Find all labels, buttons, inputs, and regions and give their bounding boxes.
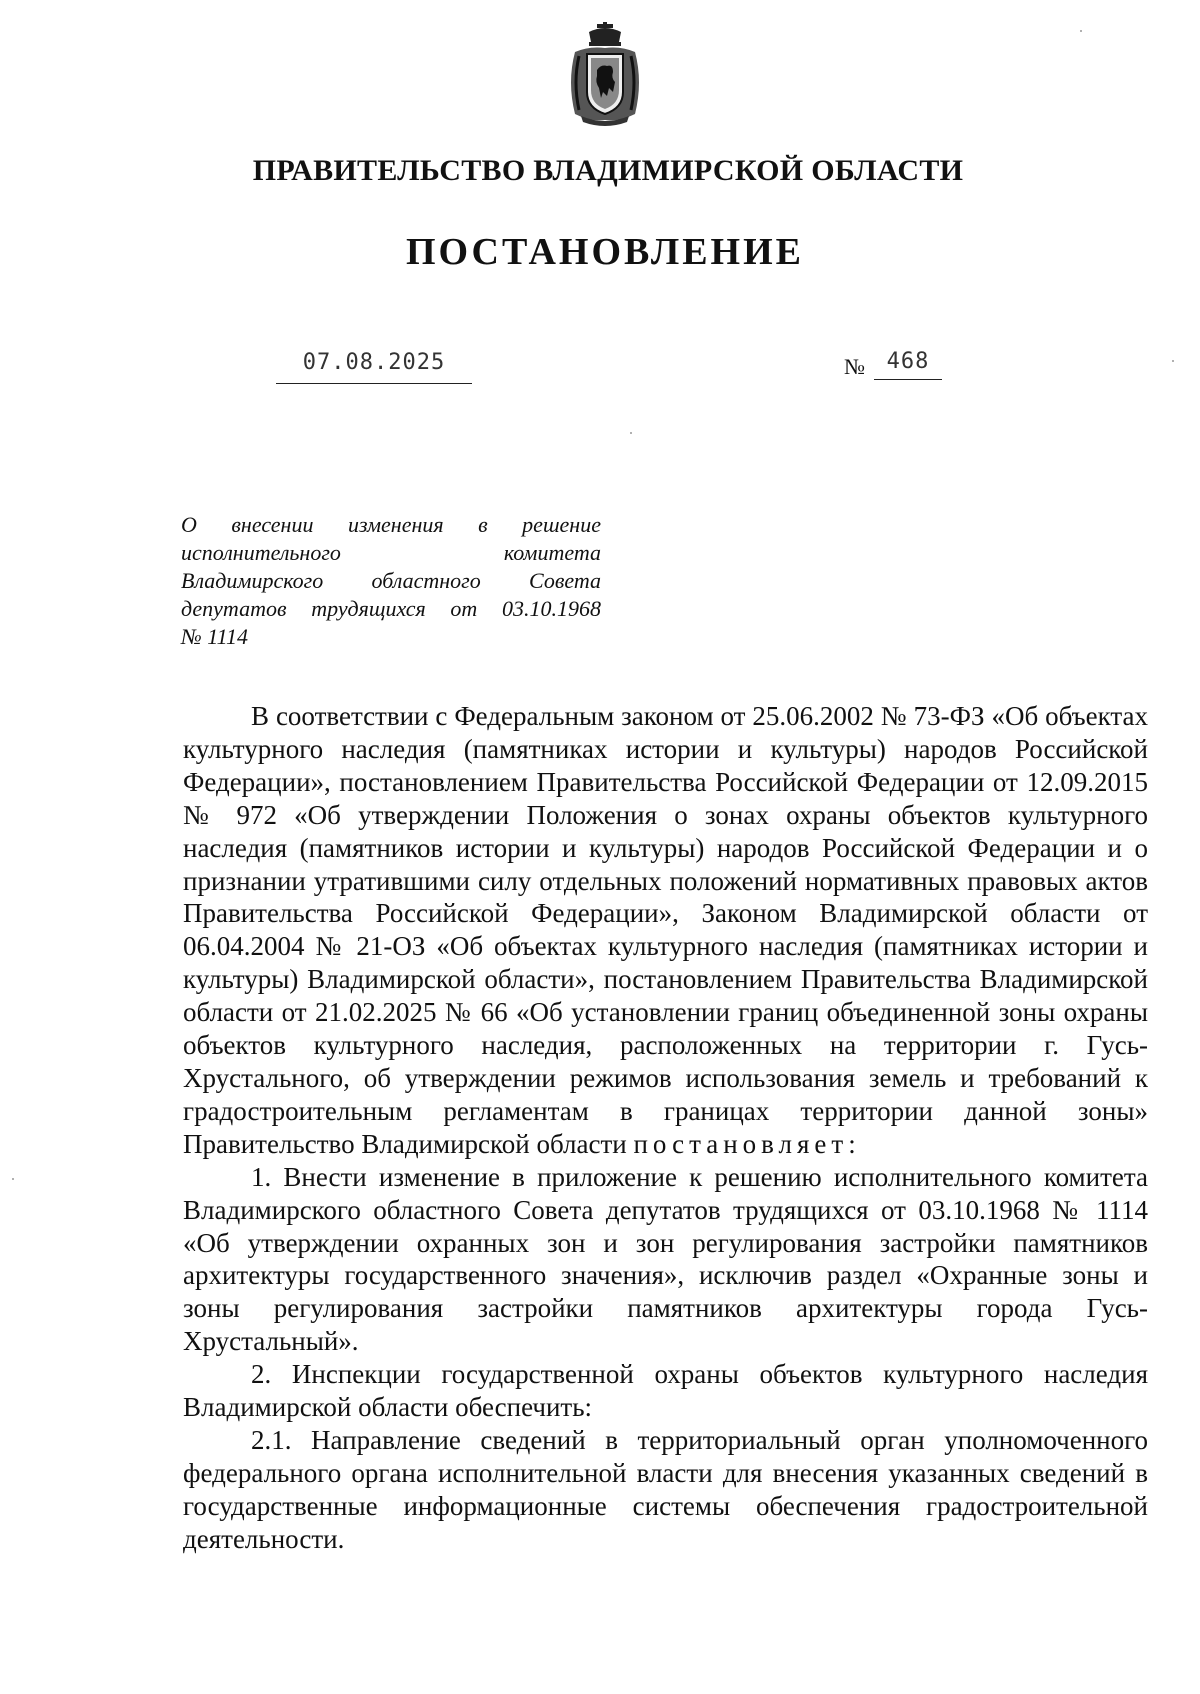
coat-of-arms-icon (561, 22, 649, 126)
clause-1: 1. Внести изменение в приложение к решению исполнительного комитета Владимирского областного Совета депутатов трудящихся от 03.10.1968 № 1114 «Об утверждении охранных зон и зон регулирования застройки памятников архитектуры государственного значения», исключив раздел «Охранные зоны и зоны регулирования застройки памятников архитектуры города Гусь-Хрустальный». (183, 1161, 1148, 1357)
document-date (276, 350, 472, 384)
document-type-title: ПОСТАНОВЛЕНИЕ (405, 231, 805, 273)
scan-speck (1172, 360, 1174, 362)
scan-speck (12, 1178, 14, 1180)
clause-2-1: 2.1. Направление сведений в территориальный орган уполномоченного федерального органа исполнительной власти для внесения указанных сведений в государственные информационные системы обеспечения градостроительной деятельности. (183, 1424, 1148, 1554)
document-number (874, 349, 942, 380)
number-label: № (844, 354, 865, 379)
government-title: ПРАВИТЕЛЬСТВО ВЛАДИМИРСКОЙ ОБЛАСТИ (252, 154, 964, 187)
subject-line: Владимирского областного Совета (181, 568, 601, 593)
decree-word: постановляет (633, 1128, 849, 1159)
date-value: 07.08.2025 (302, 350, 446, 375)
subject-line: № 1114 (181, 624, 248, 649)
clause-2: 2. Инспекции государственной охраны объектов культурного наследия Владимирской области обеспечить: (183, 1359, 1148, 1423)
scan-speck (1080, 30, 1082, 32)
preamble-text: В соответствии с Федеральным законом от 25.06.2002 № 73-ФЗ «Об объектах культурного наследия (памятниках истории и культуры) народов Российской Федерации», постановлением Правительства Российской Федерации от 12.09.2015 № 972 «Об утверждении Положения о зонах охраны объектов культурного наследия (памятников истории и культуры) народов Российской Федерации и о признании утратившими силу отдельных положений нормативных правовых актов Правительства Российской Федерации», Законом Владимирской области от 06.04.2004 № 21-ОЗ «Об объектах культурного наследия (памятниках истории и культуры) Владимирской области», постановлением Правительства Владимирской области от 21.02.2025 № 66 «Об установлении границ объединенной зоны охраны объектов культурного наследия, расположенных на территории г. Гусь-Хрустального, об утверждении режимов использования земель и требований к градостроительным регламентам в границах территории данной зоны» Правительство Владимирской области (183, 701, 1148, 1159)
subject-line: депутатов трудящихся от 03.10.1968 (181, 596, 601, 621)
subject-line: исполнительного комитета (181, 540, 601, 565)
document-subject (181, 511, 601, 651)
decree-colon: : (848, 1128, 856, 1159)
subject-line: О внесении изменения в решение (181, 512, 601, 537)
number-value: 468 (886, 349, 930, 374)
scan-speck (630, 432, 632, 434)
document-body (183, 700, 1148, 1556)
preamble-paragraph (183, 700, 1148, 1161)
